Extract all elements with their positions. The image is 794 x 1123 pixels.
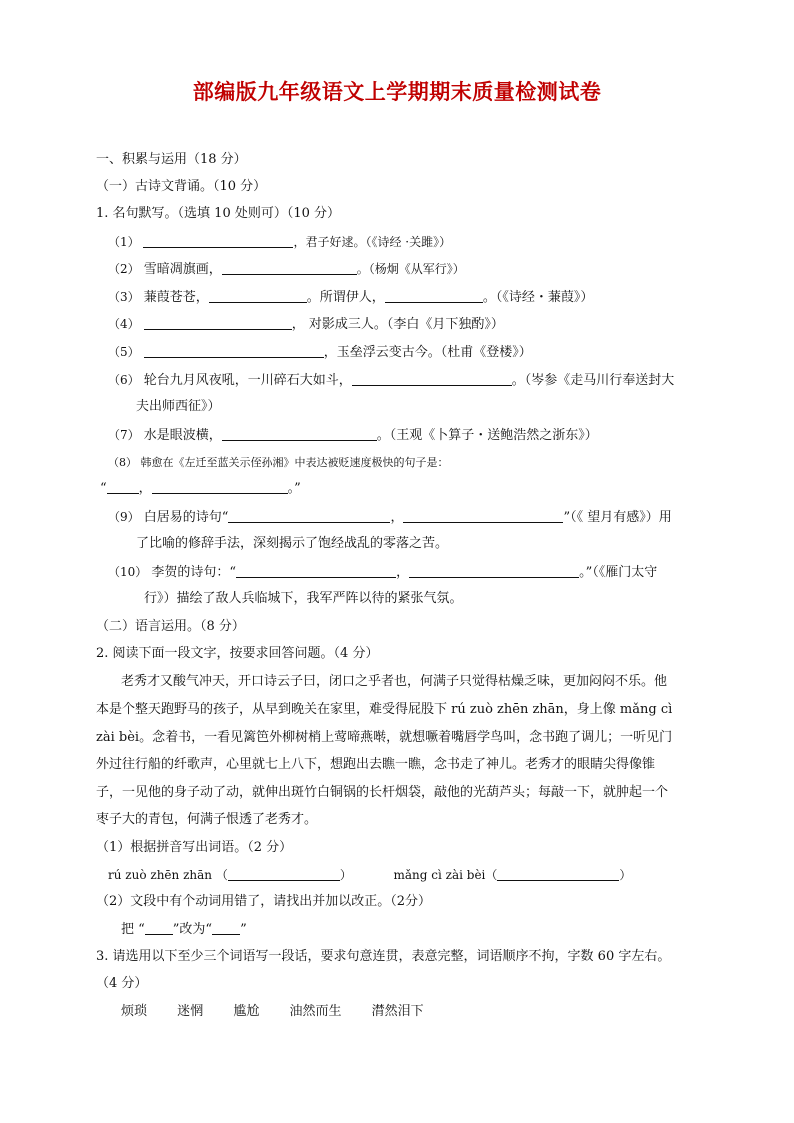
answer-blank[interactable] — [209, 290, 307, 303]
passage-line: 枣子大的青包，何满子恨透了老秀才。 — [96, 812, 318, 827]
answer-blank[interactable] — [152, 481, 288, 494]
item-6-cont: 夫出师西征》） — [136, 399, 221, 414]
answer-blank[interactable] — [143, 235, 293, 248]
item-4: （4） ， 对影成三人。（李白《月下独酌》） — [108, 317, 504, 332]
answer-blank[interactable] — [352, 373, 512, 386]
item-9-cont: 了比喻的修辞手法，深刻揭示了饱经战乱的零落之苦。 — [136, 536, 449, 551]
item-6: （6） 轮台九月风夜吼，一川碎石大如斗， 。（岑参《走马川行奉送封大 — [108, 373, 675, 388]
answer-blank[interactable] — [385, 290, 483, 303]
section-heading-1: 一、积累与运用（18 分） — [96, 152, 247, 167]
item-1: （1） ，君子好逑。（《诗经 ·关雎》） — [108, 235, 452, 249]
answer-blank[interactable] — [222, 428, 377, 441]
answer-blank[interactable] — [144, 317, 292, 330]
answer-blank[interactable] — [228, 510, 390, 523]
answer-blank[interactable] — [107, 481, 139, 494]
subquestion-1: （1）根据拼音写出词语。（2 分） — [96, 840, 293, 855]
word-item: 潸然泪下 — [371, 1004, 424, 1019]
word-list — [121, 1004, 450, 1020]
answer-blank[interactable] — [212, 922, 240, 935]
fix-answer: 把 “ ”改为“ ” — [121, 922, 247, 937]
item-10: （10） 李贺的诗句：“ ， 。”（《雁门太守 — [108, 565, 658, 580]
question-1: 1. 名句默写。（选填 10 处则可）（10 分） — [96, 206, 341, 221]
passage-line: 本是个整天跑野马的孩子，从早到晚关在家里，难受得屁股下 rú zuò zhēn zhān，身上像 mǎng cì — [96, 702, 673, 717]
word-item: 油然而生 — [289, 1004, 342, 1019]
item-7: （7） 水是眼波横， 。（王观《卜算子・送鲍浩然之浙东》） — [108, 428, 598, 443]
passage-line: 老秀才又酸气冲天，开口诗云子曰，闭口之乎者也，何满子只觉得枯燥乏味，更加闷闷不乐。他 — [121, 674, 668, 689]
item-2: （2） 雪暗凋旗画， 。（杨炯《从军行》） — [108, 262, 465, 277]
item-8: （8） 韩愈在《左迁至蓝关示侄孙湘》中表达被贬速度极快的句子是： — [108, 456, 449, 469]
answer-blank[interactable] — [497, 868, 619, 881]
subsection-heading-1: （一）古诗文背诵。（10 分） — [96, 179, 267, 194]
word-item: 烦琐 — [121, 1004, 148, 1019]
item-9: （9） 白居易的诗句“ ， ”（《 望月有感》）用 — [108, 510, 672, 525]
answer-blank[interactable] — [236, 565, 396, 578]
subsection-heading-2: （二）语言运用。（8 分） — [96, 619, 245, 634]
page-title: 部编版九年级语文上学期期末质量检测试卷 — [192, 80, 602, 104]
item-8-answer: “ ， 。” — [100, 481, 301, 496]
passage-line: 外过往行船的纤歌声，心里就七上八下，想跑出去瞧一瞧，念书走了神儿。老秀才的眼睛尖得像锥 — [96, 757, 656, 772]
answer-blank[interactable] — [222, 262, 357, 275]
pinyin-answers: rú zuò zhēn zhān （ ） mǎng cì zài bèi（ ） — [108, 868, 632, 882]
word-item: 尴尬 — [233, 1004, 260, 1019]
item-10-cont: 行》）描绘了敌人兵临城下，我军严阵以待的紧张气氛。 — [144, 591, 463, 606]
answer-blank[interactable] — [403, 510, 563, 523]
item-5: （5） ，玉垒浮云变古今。（杜甫《登楼》） — [108, 345, 532, 360]
question-3: 3. 请选用以下至少三个词语写一段话，要求句意连贯，表意完整，词语顺序不拘，字数 60 字左右。 — [96, 949, 671, 964]
question-2: 2. 阅读下面一段文字，按要求回答问题。（4 分） — [96, 646, 379, 661]
passage-line: zài bèi。念着书，一看见篱笆外柳树梢上莺啼燕啭，就想噘着嘴唇学鸟叫，念书跑了调儿；一听见门 — [96, 730, 673, 745]
word-item: 迷惘 — [177, 1004, 204, 1019]
answer-blank[interactable] — [228, 868, 340, 881]
answer-blank[interactable] — [144, 345, 324, 358]
item-3: （3） 蒹葭苍苍， 。所谓伊人， 。（《诗经・蒹葭》） — [108, 290, 594, 305]
answer-blank[interactable] — [409, 565, 579, 578]
answer-blank[interactable] — [145, 922, 173, 935]
passage-line: 子，一见他的身子动了动，就伸出斑竹白铜锅的长杆烟袋，敲他的光葫芦头；每敲一下，就肿起一个 — [96, 785, 669, 800]
question-3-score: （4 分） — [96, 976, 148, 991]
subquestion-2: （2）文段中有个动词用错了，请找出并加以改正。（2分） — [96, 894, 432, 909]
